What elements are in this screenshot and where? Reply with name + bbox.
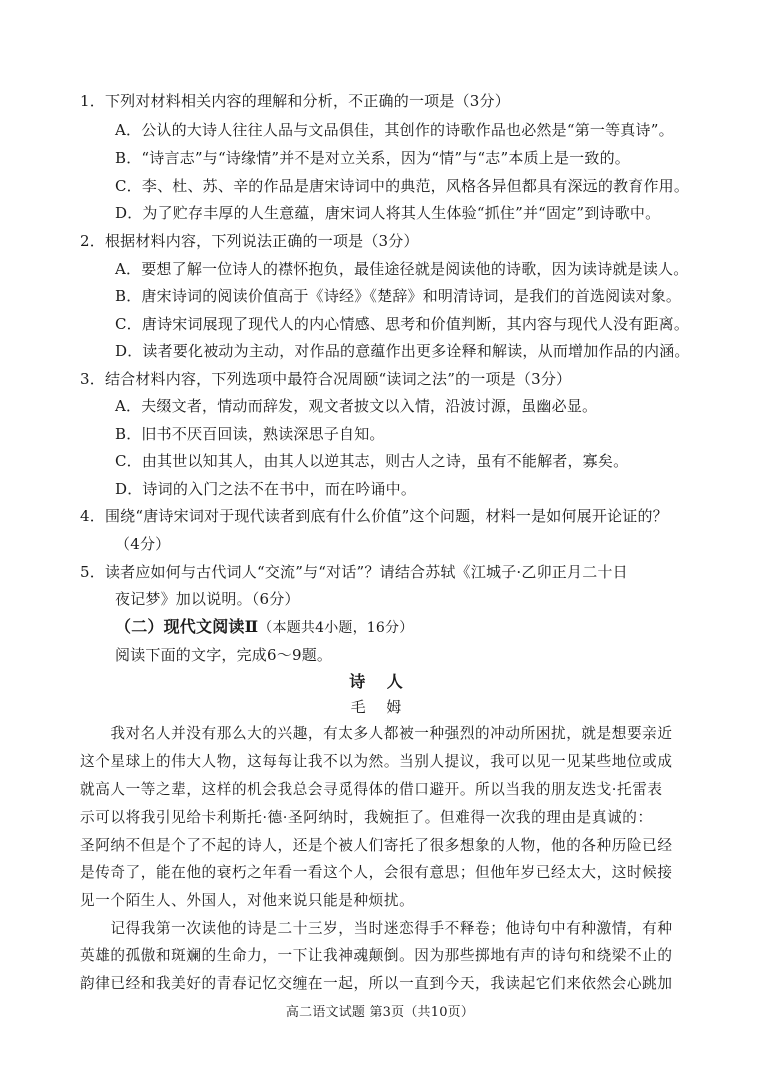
article-line: 英雄的孤傲和斑斓的生命力，一下让我神魂颠倒。因为那些掷地有声的诗句和绕梁不止的 [80,947,673,964]
question-1-option-a: A．公认的大诗人往往人品与文品俱佳，其创作的诗歌作品也必然是“第一等真诗”。 [115,121,674,139]
article-line: 记得我第一次读他的诗是二十三岁，当时迷恋得手不释卷；他诗句中有种激情，有种 [80,920,673,937]
question-4-line-1: 4．围绕“唐诗宋词对于现代读者到底有什么价值”这个问题，材料一是如何展开论证的？ [80,507,668,525]
question-2-stem: 2．根据材料内容，下列说法正确的一项是（3分） [80,232,419,250]
question-2-option-b: B．唐宋诗词的阅读价值高于《诗经》《楚辞》和明清诗词，是我们的首选阅读对象。 [115,287,682,305]
question-3-option-a: A．夫缀文者，情动而辞发，观文者披文以入情，沿波讨源，虽幽必显。 [115,397,598,415]
question-5-line-1: 5．读者应如何与古代词人“交流”与“对话”？请结合苏轼《江城子·乙卯正月二十日 [80,563,628,581]
question-3-stem: 3．结合材料内容，下列选项中最符合况周颐“读词之法”的一项是（3分） [80,370,572,388]
article-line: 见一个陌生人、外国人，对他来说只能是种烦扰。 [80,892,415,909]
article-author: 毛 姆 [350,698,410,716]
question-3-option-d: D．诗词的入门之法不在书中，而在吟诵中。 [115,480,417,498]
article-title: 诗 人 [349,672,411,691]
article-line: 我对名人并没有那么大的兴趣，有太多人都被一种强烈的冲动所困扰，就是想要亲近 [80,725,673,742]
question-4-line-2: （4分） [115,535,171,553]
question-2-option-a: A．要想了解一位诗人的襟怀抱负，最佳途径就是阅读他的诗歌，因为读诗就是读人。 [115,260,689,278]
article-line: 这个星球上的伟大人物，这每每让我不以为然。当别人提议，我可以见一见某些地位或成 [80,753,673,770]
question-5-line-2: 夜记梦》加以说明。（6分） [115,590,300,608]
question-3-option-b: B．旧书不厌百回读，熟读深思子自知。 [115,425,385,443]
question-1-option-b: B．“诗言志”与“诗缘情”并不是对立关系，因为“情”与“志”本质上是一致的。 [115,149,630,167]
section-intro: 阅读下面的文字，完成6～9题。 [115,646,333,664]
question-3-option-c: C．由其世以知其人，由其人以逆其志，则古人之诗，虽有不能解者，寡矣。 [115,452,629,470]
article-line: 示可以将我引见给卡利斯托·德·圣阿纳时，我婉拒了。但难得一次我的理由是真诚的： [80,809,653,826]
page-footer: 高二语文试题 第3页（共10页） [285,1005,475,1020]
article-line: 就高人一等之辈，这样的机会我总会寻觅得体的借口避开。所以当我的朋友迭戈·托雷表 [80,781,663,798]
section-heading-main: （二）现代文阅读Ⅱ [115,617,259,636]
question-2-option-c: C．唐诗宋词展现了现代人的内心情感、思考和价值判断，其内容与现代人没有距离。 [115,315,690,333]
article-line: 是传奇了，能在他的衰朽之年看一看这个人，会很有意思；但他年岁已经太大，这时候接 [80,864,673,881]
section-heading [115,617,413,638]
question-1-option-c: C．李、杜、苏、辛的作品是唐宋诗词中的典范，风格各异但都具有深远的教育作用。 [115,177,690,195]
section-heading-sub: （本题共4小题，16分） [258,620,414,636]
article-line: 韵律已经和我美好的青春记忆交缠在一起，所以一直到今天，我读起它们来依然会心跳加 [80,975,673,992]
question-1-option-d: D．为了贮存丰厚的人生意蕴，唐宋词人将其人生体验“抓住”并“固定”到诗歌中。 [115,204,661,222]
question-2-option-d: D．读者要化被动为主动，对作品的意蕴作出更多诠释和解读，从而增加作品的内涵。 [115,342,690,360]
question-1-stem: 1．下列对材料相关内容的理解和分析，不正确的一项是（3分） [80,92,510,110]
article-line: 圣阿纳不但是个了不起的诗人，还是个被人们寄托了很多想象的人物，他的各种历险已经 [80,837,673,854]
